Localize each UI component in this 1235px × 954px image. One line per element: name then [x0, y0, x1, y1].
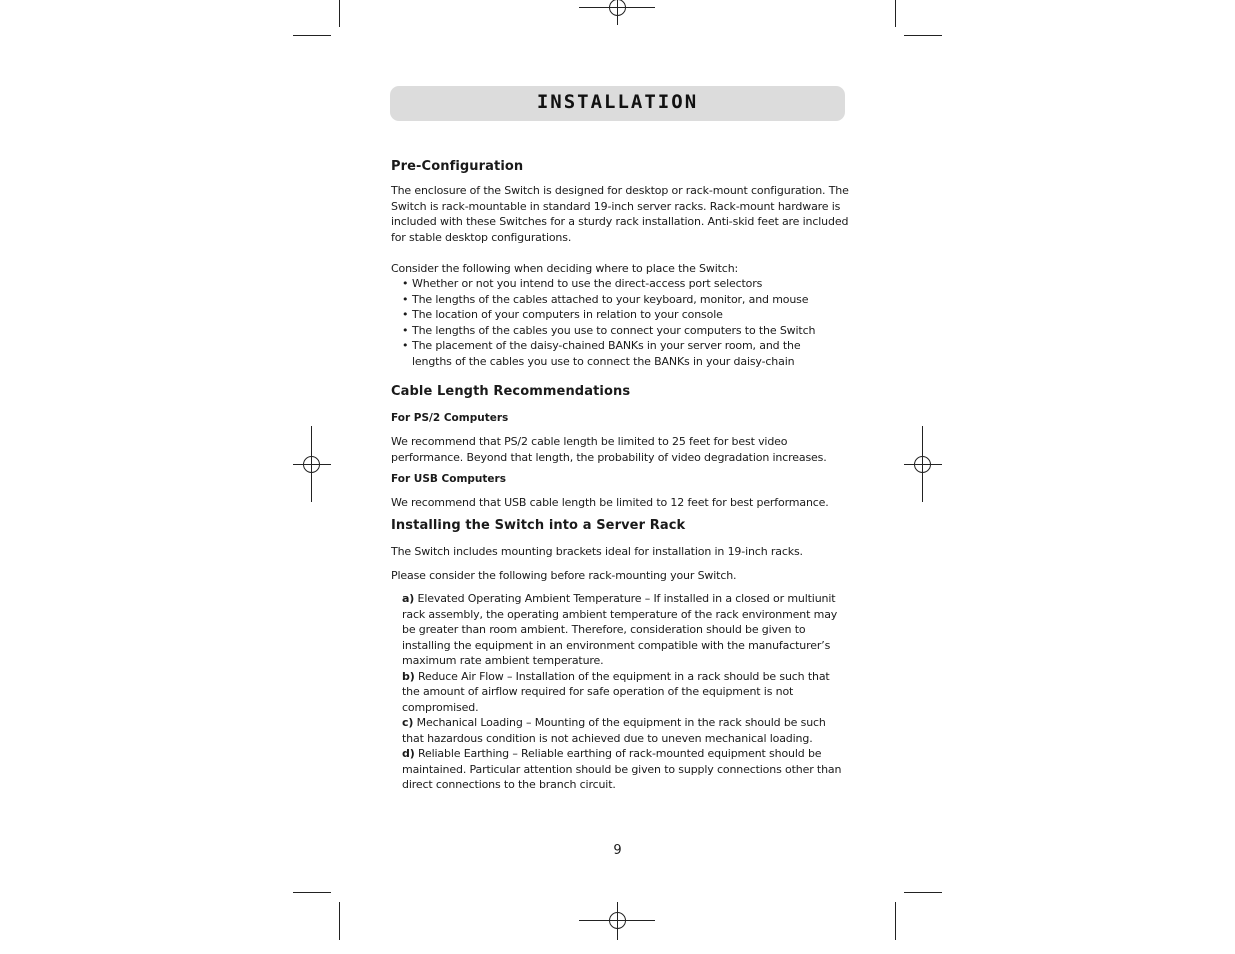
rack-paragraph: The Switch includes mounting brackets ideal for installation in 19-inch racks. — [391, 545, 803, 558]
item-text: Reliable Earthing – Reliable earthing of rack-mounted equipment should be maintained. Particular attention should be given to supply connections other than direct connections to the branch circuit. — [402, 747, 842, 791]
list-item — [402, 591, 842, 669]
placement-list — [391, 276, 851, 369]
item-label: b) — [402, 669, 415, 683]
list-item: • The lengths of the cables you use to connect your computers to the Switch — [391, 323, 851, 339]
list-item: • The location of your computers in relation to your console — [391, 307, 851, 323]
ps2-paragraph: We recommend that PS/2 cable length be limited to 25 feet for best video performance. Beyond that length, the probability of video degradation increases. — [391, 435, 827, 464]
crop-mark — [293, 35, 331, 36]
rack-considerations — [391, 591, 842, 793]
registration-circle — [609, 912, 626, 929]
crop-mark — [895, 902, 896, 940]
list-item — [402, 715, 842, 746]
cable-heading: Cable Length Recommendations — [391, 384, 631, 399]
crop-mark — [339, 902, 340, 940]
item-text: Reduce Air Flow – Installation of the equipment in a rack should be such that the amount of airflow required for safe operation of the equipment is not compromised. — [402, 669, 830, 714]
list-item: • The lengths of the cables attached to your keyboard, monitor, and mouse — [391, 292, 851, 308]
item-text: Mechanical Loading – Mounting of the equipment in the rack should be such that hazardous condition is not achieved due to uneven mechanical loading. — [402, 716, 826, 745]
list-item — [402, 746, 842, 793]
rack-heading: Installing the Switch into a Server Rack — [391, 518, 686, 533]
crop-mark — [293, 892, 331, 893]
rack-consider: Please consider the following before rack-mounting your Switch. — [391, 569, 737, 582]
page-number: 9 — [613, 843, 622, 858]
item-label: a) — [402, 592, 415, 605]
preconfig-heading: Pre-Configuration — [391, 159, 524, 174]
crop-mark — [904, 35, 942, 36]
preconfig-consider: Consider the following when deciding where to place the Switch: — [391, 262, 739, 275]
crop-mark — [895, 0, 896, 27]
registration-circle — [303, 456, 320, 473]
crop-mark — [339, 0, 340, 27]
ps2-subheading: For PS/2 Computers — [391, 412, 509, 424]
preconfig-paragraph: The enclosure of the Switch is designed for desktop or rack-mount configuration. The Switch is rack-mountable in standard 19-inch server racks. Rack-mount hardware is included with these Switches for a sturdy rack installation. Anti-skid feet are included for stable desktop configurations. — [391, 184, 849, 244]
list-item: • The placement of the daisy-chained BANKs in your server room, and the lengths of the cables you use to connect the BANKs in your daisy-chain — [391, 338, 824, 369]
registration-circle — [914, 456, 931, 473]
crop-mark — [904, 892, 942, 893]
usb-subheading: For USB Computers — [391, 473, 506, 485]
item-label: d) — [402, 747, 415, 760]
usb-paragraph: We recommend that USB cable length be limited to 12 feet for best performance. — [391, 496, 829, 509]
list-item: • Whether or not you intend to use the direct-access port selectors — [391, 276, 851, 292]
list-item — [402, 669, 842, 716]
registration-circle — [609, 0, 626, 16]
page-title: INSTALLATION — [536, 91, 699, 113]
item-text: Elevated Operating Ambient Temperature – If installed in a closed or multiunit rack assembly, the operating ambient temperature of the rack environment may be greater than room ambient. Therefore, consideration should be given to installing the equipment in an environment compatible with the manufacturer’s maximum rate ambient temperature. — [402, 592, 838, 667]
item-label: c) — [402, 716, 414, 729]
